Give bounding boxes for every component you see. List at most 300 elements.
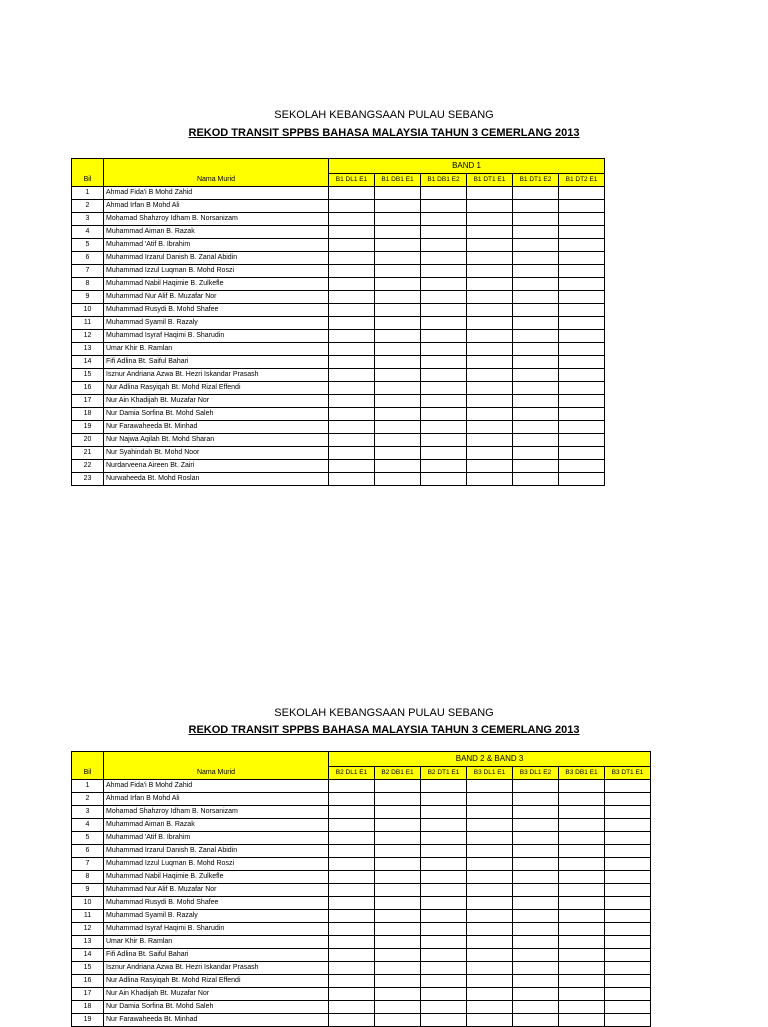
assessment-cell[interactable] xyxy=(559,923,605,936)
assessment-cell[interactable] xyxy=(421,473,467,486)
assessment-cell[interactable] xyxy=(559,858,605,871)
assessment-cell[interactable] xyxy=(513,213,559,226)
row-number: 20 xyxy=(72,434,104,447)
assessment-cell[interactable] xyxy=(421,395,467,408)
assessment-cell[interactable] xyxy=(329,910,375,923)
assessment-cell[interactable] xyxy=(467,819,513,832)
assessment-cell[interactable] xyxy=(605,897,651,910)
assessment-cell[interactable] xyxy=(467,408,513,421)
assessment-cell[interactable] xyxy=(467,793,513,806)
assessment-cell[interactable] xyxy=(375,988,421,1001)
assessment-cell[interactable] xyxy=(329,780,375,793)
assessment-cell[interactable] xyxy=(513,1014,559,1027)
assessment-cell[interactable] xyxy=(329,793,375,806)
assessment-cell[interactable] xyxy=(329,819,375,832)
assessment-cell[interactable] xyxy=(605,832,651,845)
assessment-cell[interactable] xyxy=(329,382,375,395)
assessment-cell[interactable] xyxy=(375,369,421,382)
assessment-cell[interactable] xyxy=(513,421,559,434)
assessment-cell[interactable] xyxy=(421,434,467,447)
assessment-cell[interactable] xyxy=(421,213,467,226)
assessment-cell[interactable] xyxy=(421,988,467,1001)
assessment-cell[interactable] xyxy=(513,858,559,871)
assessment-cell[interactable] xyxy=(559,213,605,226)
assessment-cell[interactable] xyxy=(605,923,651,936)
assessment-cell[interactable] xyxy=(559,962,605,975)
assessment-cell[interactable] xyxy=(375,239,421,252)
assessment-cell[interactable] xyxy=(329,330,375,343)
assessment-cell[interactable] xyxy=(559,330,605,343)
assessment-cell[interactable] xyxy=(467,343,513,356)
column-header-assessment: B1 DB1 E2 xyxy=(421,174,467,187)
assessment-cell[interactable] xyxy=(467,200,513,213)
assessment-cell[interactable] xyxy=(513,330,559,343)
assessment-cell[interactable] xyxy=(559,408,605,421)
assessment-cell[interactable] xyxy=(559,252,605,265)
row-number: 18 xyxy=(72,408,104,421)
assessment-cell[interactable] xyxy=(605,910,651,923)
assessment-cell[interactable] xyxy=(467,304,513,317)
assessment-cell[interactable] xyxy=(513,252,559,265)
assessment-cell[interactable] xyxy=(421,949,467,962)
assessment-cell[interactable] xyxy=(467,291,513,304)
assessment-cell[interactable] xyxy=(375,806,421,819)
assessment-cell[interactable] xyxy=(559,343,605,356)
assessment-cell[interactable] xyxy=(559,356,605,369)
assessment-cell[interactable] xyxy=(467,317,513,330)
assessment-cell[interactable] xyxy=(375,832,421,845)
assessment-cell[interactable] xyxy=(559,200,605,213)
assessment-cell[interactable] xyxy=(559,780,605,793)
assessment-cell[interactable] xyxy=(375,460,421,473)
assessment-cell[interactable] xyxy=(375,447,421,460)
row-number: 19 xyxy=(72,421,104,434)
assessment-cell[interactable] xyxy=(605,1001,651,1014)
assessment-cell[interactable] xyxy=(329,949,375,962)
assessment-cell[interactable] xyxy=(605,949,651,962)
assessment-cell[interactable] xyxy=(513,949,559,962)
student-name: Muhammad Izzul Luqman B. Mohd Roszi xyxy=(104,858,329,871)
assessment-cell[interactable] xyxy=(559,265,605,278)
assessment-cell[interactable] xyxy=(329,343,375,356)
assessment-cell[interactable] xyxy=(513,200,559,213)
assessment-cell[interactable] xyxy=(559,806,605,819)
assessment-cell[interactable] xyxy=(329,356,375,369)
record-title: REKOD TRANSIT SPPBS BAHASA MALAYSIA TAHUN 3 CEMERLANG 2013 xyxy=(188,724,580,736)
assessment-cell[interactable] xyxy=(559,910,605,923)
assessment-cell[interactable] xyxy=(375,1001,421,1014)
assessment-cell[interactable] xyxy=(375,343,421,356)
assessment-cell[interactable] xyxy=(513,936,559,949)
assessment-cell[interactable] xyxy=(559,369,605,382)
assessment-cell[interactable] xyxy=(605,936,651,949)
assessment-cell[interactable] xyxy=(467,369,513,382)
assessment-cell[interactable] xyxy=(329,975,375,988)
assessment-cell[interactable] xyxy=(421,252,467,265)
assessment-cell[interactable] xyxy=(375,252,421,265)
table-row xyxy=(72,975,651,988)
assessment-cell[interactable] xyxy=(467,278,513,291)
assessment-cell[interactable] xyxy=(559,845,605,858)
assessment-cell[interactable] xyxy=(559,460,605,473)
assessment-cell[interactable] xyxy=(329,447,375,460)
assessment-cell[interactable] xyxy=(329,936,375,949)
assessment-cell[interactable] xyxy=(329,1001,375,1014)
assessment-cell[interactable] xyxy=(375,291,421,304)
assessment-cell[interactable] xyxy=(513,819,559,832)
assessment-cell[interactable] xyxy=(513,408,559,421)
assessment-cell[interactable] xyxy=(513,291,559,304)
table-row xyxy=(72,278,605,291)
assessment-cell[interactable] xyxy=(375,897,421,910)
assessment-cell[interactable] xyxy=(421,330,467,343)
assessment-cell[interactable] xyxy=(421,962,467,975)
assessment-cell[interactable] xyxy=(375,780,421,793)
assessment-cell[interactable] xyxy=(329,460,375,473)
assessment-cell[interactable] xyxy=(467,213,513,226)
assessment-cell[interactable] xyxy=(375,304,421,317)
assessment-cell[interactable] xyxy=(513,845,559,858)
assessment-cell[interactable] xyxy=(375,213,421,226)
assessment-cell[interactable] xyxy=(513,962,559,975)
assessment-cell[interactable] xyxy=(421,884,467,897)
assessment-cell[interactable] xyxy=(421,806,467,819)
assessment-cell[interactable] xyxy=(605,1014,651,1027)
assessment-cell[interactable] xyxy=(421,304,467,317)
assessment-cell[interactable] xyxy=(329,395,375,408)
assessment-cell[interactable] xyxy=(421,291,467,304)
assessment-cell[interactable] xyxy=(375,793,421,806)
assessment-cell[interactable] xyxy=(559,1014,605,1027)
assessment-cell[interactable] xyxy=(467,897,513,910)
assessment-cell[interactable] xyxy=(513,780,559,793)
assessment-cell[interactable] xyxy=(375,858,421,871)
assessment-cell[interactable] xyxy=(513,187,559,200)
assessment-cell[interactable] xyxy=(421,278,467,291)
assessment-cell[interactable] xyxy=(375,434,421,447)
assessment-cell[interactable] xyxy=(467,936,513,949)
assessment-cell[interactable] xyxy=(559,395,605,408)
assessment-cell[interactable] xyxy=(421,793,467,806)
assessment-cell[interactable] xyxy=(375,473,421,486)
assessment-cell[interactable] xyxy=(329,226,375,239)
assessment-cell[interactable] xyxy=(375,923,421,936)
assessment-cell[interactable] xyxy=(421,897,467,910)
assessment-cell[interactable] xyxy=(421,923,467,936)
assessment-cell[interactable] xyxy=(421,910,467,923)
assessment-cell[interactable] xyxy=(605,845,651,858)
assessment-cell[interactable] xyxy=(375,421,421,434)
assessment-cell[interactable] xyxy=(421,369,467,382)
assessment-cell[interactable] xyxy=(421,871,467,884)
assessment-cell[interactable] xyxy=(559,884,605,897)
assessment-cell[interactable] xyxy=(605,884,651,897)
assessment-cell[interactable] xyxy=(513,871,559,884)
assessment-cell[interactable] xyxy=(329,858,375,871)
column-header-assessment: B2 DB1 E1 xyxy=(375,767,421,780)
student-name: Nur Damia Sorfina Bt. Mohd Saleh xyxy=(104,408,329,421)
assessment-cell[interactable] xyxy=(421,226,467,239)
assessment-cell[interactable] xyxy=(329,213,375,226)
assessment-cell[interactable] xyxy=(329,369,375,382)
assessment-cell[interactable] xyxy=(329,897,375,910)
assessment-cell[interactable] xyxy=(421,239,467,252)
assessment-cell[interactable] xyxy=(375,910,421,923)
assessment-cell[interactable] xyxy=(421,317,467,330)
assessment-cell[interactable] xyxy=(329,832,375,845)
assessment-cell[interactable] xyxy=(467,949,513,962)
assessment-cell[interactable] xyxy=(559,291,605,304)
assessment-cell[interactable] xyxy=(467,962,513,975)
assessment-cell[interactable] xyxy=(559,832,605,845)
assessment-cell[interactable] xyxy=(375,884,421,897)
assessment-cell[interactable] xyxy=(467,806,513,819)
assessment-cell[interactable] xyxy=(467,832,513,845)
assessment-cell[interactable] xyxy=(467,447,513,460)
assessment-cell[interactable] xyxy=(559,871,605,884)
assessment-cell[interactable] xyxy=(559,473,605,486)
assessment-cell[interactable] xyxy=(329,473,375,486)
assessment-cell[interactable] xyxy=(559,434,605,447)
assessment-cell[interactable] xyxy=(559,988,605,1001)
row-number: 18 xyxy=(72,1001,104,1014)
assessment-cell[interactable] xyxy=(559,897,605,910)
assessment-cell[interactable] xyxy=(375,330,421,343)
assessment-cell[interactable] xyxy=(559,226,605,239)
assessment-cell[interactable] xyxy=(329,200,375,213)
assessment-cell[interactable] xyxy=(467,252,513,265)
table-row xyxy=(72,910,651,923)
header-bil-top xyxy=(72,159,104,174)
assessment-cell[interactable] xyxy=(375,936,421,949)
assessment-cell[interactable] xyxy=(329,252,375,265)
assessment-cell[interactable] xyxy=(559,421,605,434)
assessment-cell[interactable] xyxy=(513,975,559,988)
assessment-cell[interactable] xyxy=(513,1001,559,1014)
assessment-cell[interactable] xyxy=(467,265,513,278)
assessment-cell[interactable] xyxy=(559,278,605,291)
assessment-cell[interactable] xyxy=(513,988,559,1001)
assessment-cell[interactable] xyxy=(559,447,605,460)
assessment-cell[interactable] xyxy=(329,988,375,1001)
assessment-cell[interactable] xyxy=(513,239,559,252)
assessment-cell[interactable] xyxy=(329,1014,375,1027)
assessment-cell[interactable] xyxy=(329,871,375,884)
assessment-cell[interactable] xyxy=(467,1001,513,1014)
assessment-cell[interactable] xyxy=(559,382,605,395)
table-row xyxy=(72,936,651,949)
assessment-cell[interactable] xyxy=(467,845,513,858)
assessment-cell[interactable] xyxy=(421,356,467,369)
assessment-cell[interactable] xyxy=(375,975,421,988)
table-row xyxy=(72,1001,651,1014)
assessment-cell[interactable] xyxy=(375,200,421,213)
assessment-cell[interactable] xyxy=(467,780,513,793)
assessment-cell[interactable] xyxy=(559,317,605,330)
assessment-cell[interactable] xyxy=(329,923,375,936)
assessment-cell[interactable] xyxy=(513,304,559,317)
assessment-cell[interactable] xyxy=(329,239,375,252)
assessment-cell[interactable] xyxy=(375,187,421,200)
assessment-cell[interactable] xyxy=(559,304,605,317)
assessment-cell[interactable] xyxy=(375,871,421,884)
assessment-cell[interactable] xyxy=(605,858,651,871)
assessment-cell[interactable] xyxy=(605,819,651,832)
assessment-cell[interactable] xyxy=(513,317,559,330)
assessment-cell[interactable] xyxy=(513,447,559,460)
assessment-cell[interactable] xyxy=(421,200,467,213)
assessment-cell[interactable] xyxy=(513,473,559,486)
assessment-cell[interactable] xyxy=(467,187,513,200)
assessment-cell[interactable] xyxy=(375,278,421,291)
assessment-cell[interactable] xyxy=(559,239,605,252)
assessment-cell[interactable] xyxy=(329,291,375,304)
assessment-cell[interactable] xyxy=(421,780,467,793)
assessment-cell[interactable] xyxy=(375,382,421,395)
table-row xyxy=(72,962,651,975)
assessment-cell[interactable] xyxy=(559,793,605,806)
row-number: 2 xyxy=(72,793,104,806)
assessment-cell[interactable] xyxy=(605,988,651,1001)
assessment-cell[interactable] xyxy=(513,884,559,897)
assessment-cell[interactable] xyxy=(375,845,421,858)
assessment-cell[interactable] xyxy=(467,975,513,988)
assessment-cell[interactable] xyxy=(329,265,375,278)
assessment-cell[interactable] xyxy=(513,343,559,356)
assessment-cell[interactable] xyxy=(467,356,513,369)
assessment-cell[interactable] xyxy=(329,187,375,200)
row-number: 15 xyxy=(72,962,104,975)
assessment-cell[interactable] xyxy=(329,408,375,421)
row-number: 7 xyxy=(72,858,104,871)
student-name: Fifi Adlina Bt. Saiful Bahari xyxy=(104,356,329,369)
assessment-cell[interactable] xyxy=(421,343,467,356)
table-row xyxy=(72,304,605,317)
assessment-cell[interactable] xyxy=(467,858,513,871)
assessment-cell[interactable] xyxy=(605,871,651,884)
assessment-cell[interactable] xyxy=(513,265,559,278)
assessment-cell[interactable] xyxy=(559,949,605,962)
assessment-cell[interactable] xyxy=(467,226,513,239)
assessment-cell[interactable] xyxy=(513,460,559,473)
assessment-cell[interactable] xyxy=(513,910,559,923)
assessment-cell[interactable] xyxy=(329,317,375,330)
assessment-cell[interactable] xyxy=(605,793,651,806)
assessment-cell[interactable] xyxy=(467,421,513,434)
assessment-cell[interactable] xyxy=(329,278,375,291)
assessment-cell[interactable] xyxy=(375,819,421,832)
student-name: Nur Najwa Aqilah Bt. Mohd Sharan xyxy=(104,434,329,447)
assessment-cell[interactable] xyxy=(467,473,513,486)
row-number: 6 xyxy=(72,845,104,858)
assessment-cell[interactable] xyxy=(467,395,513,408)
assessment-cell[interactable] xyxy=(421,265,467,278)
assessment-cell[interactable] xyxy=(329,421,375,434)
assessment-cell[interactable] xyxy=(421,832,467,845)
assessment-cell[interactable] xyxy=(467,910,513,923)
assessment-cell[interactable] xyxy=(467,1014,513,1027)
assessment-cell[interactable] xyxy=(559,975,605,988)
assessment-cell[interactable] xyxy=(375,408,421,421)
assessment-cell[interactable] xyxy=(559,1001,605,1014)
assessment-cell[interactable] xyxy=(513,806,559,819)
table-row xyxy=(72,213,605,226)
row-number: 15 xyxy=(72,369,104,382)
assessment-cell[interactable] xyxy=(421,1014,467,1027)
assessment-cell[interactable] xyxy=(467,884,513,897)
assessment-cell[interactable] xyxy=(375,226,421,239)
assessment-cell[interactable] xyxy=(421,447,467,460)
assessment-cell[interactable] xyxy=(467,434,513,447)
assessment-cell[interactable] xyxy=(329,962,375,975)
assessment-cell[interactable] xyxy=(421,936,467,949)
assessment-cell[interactable] xyxy=(375,395,421,408)
assessment-cell[interactable] xyxy=(375,317,421,330)
assessment-cell[interactable] xyxy=(329,304,375,317)
assessment-cell[interactable] xyxy=(605,975,651,988)
assessment-cell[interactable] xyxy=(421,460,467,473)
assessment-cell[interactable] xyxy=(375,962,421,975)
assessment-cell[interactable] xyxy=(513,369,559,382)
assessment-cell[interactable] xyxy=(513,395,559,408)
assessment-cell[interactable] xyxy=(513,382,559,395)
assessment-cell[interactable] xyxy=(559,936,605,949)
assessment-cell[interactable] xyxy=(329,845,375,858)
assessment-cell[interactable] xyxy=(513,832,559,845)
assessment-cell[interactable] xyxy=(467,330,513,343)
table-row xyxy=(72,291,605,304)
assessment-cell[interactable] xyxy=(513,923,559,936)
assessment-cell[interactable] xyxy=(467,923,513,936)
assessment-cell[interactable] xyxy=(375,356,421,369)
assessment-cell[interactable] xyxy=(375,265,421,278)
assessment-cell[interactable] xyxy=(421,408,467,421)
assessment-cell[interactable] xyxy=(467,460,513,473)
assessment-cell[interactable] xyxy=(513,793,559,806)
assessment-cell[interactable] xyxy=(513,356,559,369)
assessment-cell[interactable] xyxy=(559,187,605,200)
assessment-cell[interactable] xyxy=(467,239,513,252)
assessment-cell[interactable] xyxy=(421,421,467,434)
row-number: 3 xyxy=(72,806,104,819)
assessment-cell[interactable] xyxy=(329,434,375,447)
assessment-cell[interactable] xyxy=(605,962,651,975)
assessment-cell[interactable] xyxy=(375,1014,421,1027)
assessment-cell[interactable] xyxy=(605,780,651,793)
assessment-cell[interactable] xyxy=(513,278,559,291)
assessment-cell[interactable] xyxy=(421,845,467,858)
assessment-cell[interactable] xyxy=(421,187,467,200)
assessment-cell[interactable] xyxy=(421,382,467,395)
assessment-cell[interactable] xyxy=(513,434,559,447)
assessment-cell[interactable] xyxy=(513,897,559,910)
assessment-cell[interactable] xyxy=(605,806,651,819)
assessment-cell[interactable] xyxy=(513,226,559,239)
row-number: 14 xyxy=(72,949,104,962)
assessment-cell[interactable] xyxy=(421,975,467,988)
assessment-cell[interactable] xyxy=(421,858,467,871)
assessment-cell[interactable] xyxy=(467,382,513,395)
assessment-cell[interactable] xyxy=(421,1001,467,1014)
assessment-cell[interactable] xyxy=(329,884,375,897)
assessment-cell[interactable] xyxy=(467,988,513,1001)
assessment-cell[interactable] xyxy=(329,806,375,819)
row-number: 3 xyxy=(72,213,104,226)
assessment-cell[interactable] xyxy=(375,949,421,962)
assessment-cell[interactable] xyxy=(421,819,467,832)
assessment-cell[interactable] xyxy=(559,819,605,832)
assessment-cell[interactable] xyxy=(467,871,513,884)
